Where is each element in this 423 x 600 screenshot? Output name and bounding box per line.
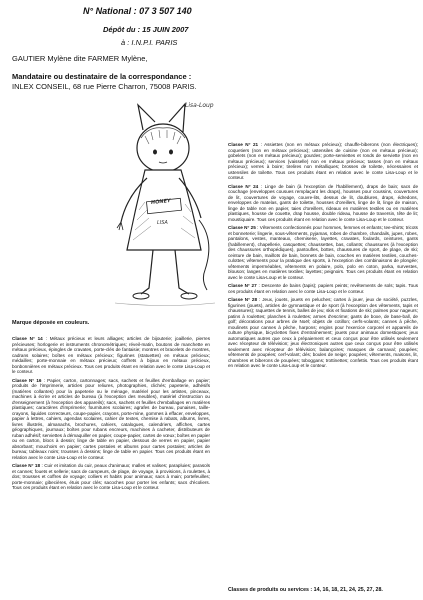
class-18-text: : Cuir et imitation du cuir, peaux d'animaux; malles et valises; parapluies; parasols et cannes; fouets et sellerie; sacs de campeurs, de plage, de voyage, à provisions, à roulettes, à dos; trousses et coffres de voyage; colliers et habits pour animaux; sacs à main; portefeuilles; porte-monnaie; gibecières, étuis pour clés; sacoches pour porter les enfants; sacs d'écoliers. Tous ces produits étant en relation avec le conte Lisa-Loup et le conteur. xyxy=(12,463,210,490)
class-21-paragraph xyxy=(228,142,418,181)
right-classes-column xyxy=(228,142,418,372)
class-28-paragraph xyxy=(228,297,418,369)
class-27-text: : Descente de bains (tapis); papiers peints; revêtements de sols; tapis. Tous ces produits étant en relation avec le conte Lisa-Loup et le conteur. xyxy=(228,283,419,294)
depositor: GAUTIER Mylène dite FARMER Mylène, xyxy=(12,54,148,63)
class-14-head: Classe N° 14 xyxy=(12,336,43,341)
class-16-paragraph xyxy=(12,378,210,461)
depot-date: Dépôt du : 15 JUIN 2007 xyxy=(103,25,189,34)
class-28-head: Classe N° 28 xyxy=(228,297,258,302)
class-16-text: : Papier, carton, cartonnages; sacs, sachets et feuilles d'emballage en papier; produits de l'imprimerie, articles pour reliures, photographies, clichés; papeterie, adhésifs (matières collantes) pour la papeterie ou le ménage, matériel pour les artistes, pinceaux, machines à écrire et articles de bureau (à l'exception des meubles), matériel d'instruction ou d'enseignement (à l'exception des appareils); sacs, sachets et feuilles d'emballages en matières plastiques; caractères d'imprimerie; fournitures scolaires; agrafes de bureau, punaises, taille-crayons, liquides correcteurs, coupe-papier, crayons, porte-mine, gommes à effacer, enveloppes, papier à lettres, cahiers, agendas scolaires, cahier de textes, chemise à rabats, albums, livres, livres illustrés, almanachs, brochures, cahiers, catalogues, calendriers, affiches, cartes géographiques, journaux; boîtes pour rubans encreurs, machines à cacheter, distributeurs de ruban adhésif; serviettes à démaquiller en papier, coupe-papier, cartes de vœux; boîtes en papier ou en carton, blocs à dessin; linge de table en papier, dessous de verres en papier, papier absorbant; mouchoirs en papier; cartes postales et albums pour cartes postales; articles de bureau; tableaux noirs; trousses à dessins; linge de table en papier. Tous ces produits étant en relation avec le conte Lisa-Loup et le conteur. xyxy=(12,377,211,460)
left-classes-column xyxy=(12,336,210,494)
class-25-head: Classe N° 25 xyxy=(228,225,256,230)
classes-summary: Classes de produits ou services : 14, 16, 18, 21, 24, 25, 27, 28. xyxy=(228,587,383,593)
class-18-paragraph xyxy=(12,463,210,491)
class-25-paragraph xyxy=(228,225,418,280)
class-28-text: : Jeux, jouets, jouets en peluches; cartes à jouer, jeux de société, puzzles, figurines (jouets), articles de gymnastique et de sport (à l'exception des vêtements, tapis et chaussures); raquettes de tennis, balles de jeu; skis et fixations de ski; palmes pour nageurs; patins à roulettes; planches à roulettes; armes d'escrime; gants de boxe, de base-ball, de golf; décorations pour arbres de Noël; objets de cotillon; cerfs-volants; cannes à pêche, moulinets pour cannes à pêche, harpons; engins pour l'exercice corporel et appareils de culture physique, bicyclettes fixes d'entraînement; jouets pour animaux domestiques; jeux automatiques autres que ceux à prépaiement et ceux conçus pour être utilisés seulement avec récepteur de télévision; jeux électroniques autres que ceux conçus pour être utilisés seulement avec récepteur de télévision; balançoires; masques de carnaval; poupées; vêtements de poupées; cerf-volant; dés; boules de neige; poupées; vêtements, maisons, lit, chambres et biberons de poupées; toboggans; trottinettes; confettis. Tous ces produits étant en relation avec le conte Lisa-Loup et le conteur. xyxy=(228,297,419,368)
trademark-logo xyxy=(105,100,225,310)
class-16-head: Classe N° 16 xyxy=(12,377,42,383)
child-wolf-drawing xyxy=(105,100,225,310)
class-27-head: Classe N° 27 xyxy=(228,283,257,288)
logo-label-bottom: LISA xyxy=(157,220,168,226)
class-24-text: : Linge de bain (à l'exception de l'habillement), draps de bain; sacs de couchage (enveloppes cousues remplaçant les draps), housses pour coussins, couvertures de lit, couvertures de voyage, couvre-lits, dessus de lit, doublures, draps, édredons, enveloppes de matelas, gants de toilette, housses d'oreillers, linge de lit, linge de maison, linge de table non en papier, taies d'oreillers, rideaux en matières textiles ou en matières plastiques, housse de couette, drap housse, double rideau, housse de traversin, tête de lit; moustiquaire. Tous ces produits étant en relation avec le conte Lisa-Loup et le conteur. xyxy=(228,183,418,222)
mandataire-title: Mandataire ou destinataire de la correspondance : xyxy=(12,72,192,81)
marque-deposee-label: Marque déposée en couleurs. xyxy=(12,320,90,326)
depot-place: à : I.N.P.I. PARIS xyxy=(121,38,178,47)
class-21-text: : Assiettes (non en métaux précieux); chauffe-biberons (non électriques); coquetiers (non en métaux précieux); ustensiles de cuisine (non en métaux précieux); gobelets (non en métaux précieux); gourdes; porte-serviettes et ronds de serviette (non en métaux précieux); services (vaisselle) non en métaux précieux; tasses (non en métaux précieux); verres à boire; tirelires non métalliques; brosses de toilette, nécessaires et ustensiles de toilette. Tous ces produits étant en relation avec le conte Lisa-Loup et le conteur. xyxy=(228,142,419,180)
class-24-paragraph xyxy=(228,184,418,223)
class-27-paragraph xyxy=(228,283,418,294)
class-18-head: Classe N° 18 xyxy=(12,463,40,468)
logo-label-chest: HONEY xyxy=(150,197,171,207)
logo-label-top: Lisa-Loup xyxy=(185,102,214,109)
class-24-head: Classe N° 24 xyxy=(228,183,259,189)
class-14-text: : Métaux précieux et leurs alliages; articles de bijouterie; joaillerie, pierres précieuses; horlogerie et instruments chronométriques; réveil-matin, boutons de manchette en métaux précieux, épingles de cravates, porte-clés de fantaisie; montres et bracelets de montres, cadrans solaires; boîtes en métaux précieux; figurines (statuettes) en métaux précieux; médailles; porte-monnaie en métaux précieux; coffrets à bijoux en métaux précieux, bonbonnières en métaux précieux. Tous ces produits étant en relation avec le conte Lisa-Loup et le conteur. xyxy=(12,336,211,374)
national-number: N° National : 07 3 507 140 xyxy=(83,6,192,16)
class-21-head: Classe N° 21 xyxy=(228,142,259,147)
class-25-text: : Vêtements confectionnés pour hommes, femmes et enfants; tee-shirts; tricots et bonneterie; lingerie, sous-vêtements, pyjamas, robes de chambre, chandails, jupes, robes, pantalons, vestes, manteaux, chemiserie, layettes, cravates, foulards, ceintures, gants (habillement), chapellerie, casquettes; chaussettes, bas, collants; chaussures (à l'exception des chaussures orthopédiques), pantoufles, bottes, chaussures de sport, de plage, de ski; ceinture de bain, maillots de bain, bonnets de bain, couches en matières textiles, couches-culottes; vêtements pour la pratique des sports, à l'exception des combinaisons de plongée; vêtements imperméables, vêtements en polaire, polo, polo en coton, parka, survestes, blouson; langes en matières textiles; layettes; peignoirs. Tous ces produits étant en relation avec le conte Lisa-Loup et le conteur. xyxy=(228,225,418,280)
class-14-paragraph xyxy=(12,336,210,375)
mandataire-address: INLEX CONSEIL, 68 rue Pierre Charron, 75008 PARIS. xyxy=(12,82,197,91)
